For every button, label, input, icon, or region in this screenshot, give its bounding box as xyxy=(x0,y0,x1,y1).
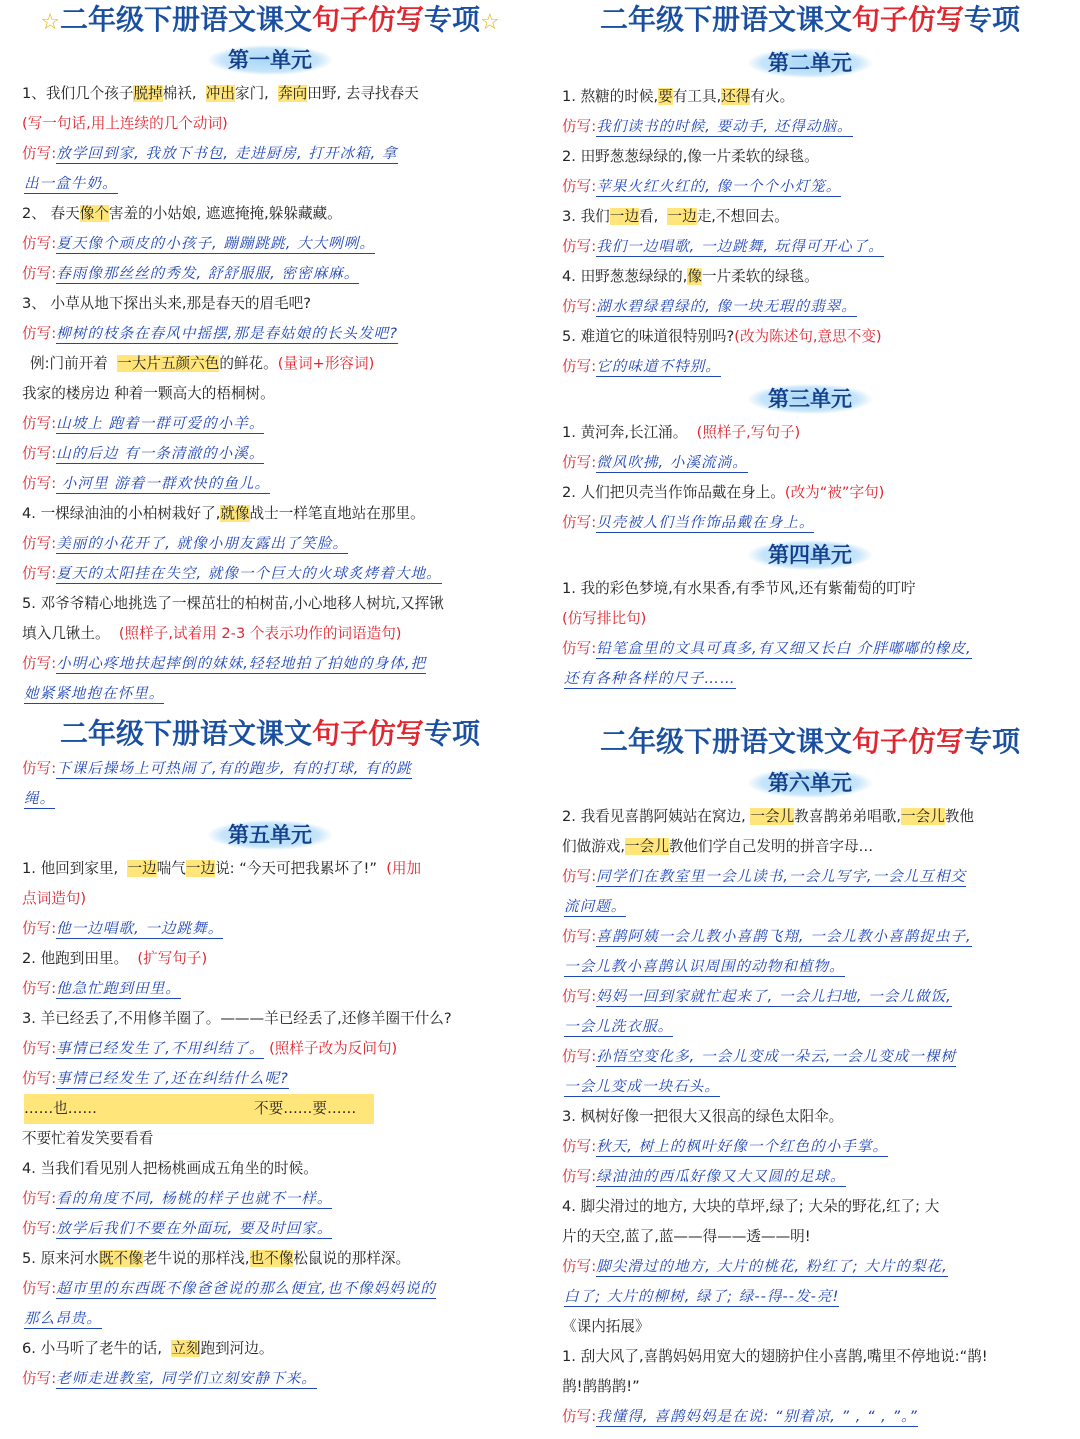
sentence: 2. 田野葱葱绿绿的,像一片柔软的绿毯。 xyxy=(562,148,819,165)
sentence: 填入几锹土。 (照样子,试着用 2-3 个表示功作的词语造句) xyxy=(22,625,402,642)
imitation-line: 仿写:脚尖滑过的地方, 大片的桃花, 粉红了; 大片的梨花, xyxy=(562,1258,948,1275)
sentence: 3. 我们一边看, 一边走,不想回去。 xyxy=(562,208,789,225)
sentence: 我家的楼房边 种着一颗高大的梧桐树。 xyxy=(22,385,275,402)
sentence: 们做游戏,一会儿教他们学自己发明的拼音字母… xyxy=(562,838,874,855)
instruction: 点词造句) xyxy=(22,890,87,907)
sentence: 4. 田野葱葱绿绿的,像一片柔软的绿毯。 xyxy=(562,268,819,285)
sentence: 1. 黄河奔,长江涌。 (照样子,写句子) xyxy=(562,424,801,441)
example-sentence: 例:门前开着 一大片五颜六色的鲜花。(量词+形容词) xyxy=(30,355,375,372)
sentence: 6. 小马听了老牛的话, 立刻跑到河边。 xyxy=(22,1340,274,1357)
imitation-line: 仿写:铅笔盒里的文具可真多,有又细又长白 介胖嘟嘟的橡皮, xyxy=(562,640,972,657)
sentence: 5. 原来河水既不像老牛说的那样浅,也不像松鼠说的那样深。 xyxy=(22,1250,411,1267)
sentence: 5. 邓爷爷精心地挑选了一棵茁壮的柏树苗,小心地移人树坑,又挥锹 xyxy=(22,595,444,612)
imitation-line: 仿写:他急忙跑到田里。 xyxy=(22,980,181,997)
imitation-line: 仿写:它的味道不特别。 xyxy=(562,358,721,375)
sentence: 2. 他跑到田里。 (扩写句子) xyxy=(22,950,208,967)
imitation-line: 仿写:我们一边唱歌, 一边跳舞, 玩得可开心了。 xyxy=(562,238,884,255)
sentence: 1. 我的彩色梦境,有水果香,有季节风,还有紫葡萄的叮咛 xyxy=(562,580,916,597)
section-unit-2-4 xyxy=(540,0,1080,712)
instruction: (仿写排比句) xyxy=(562,610,647,627)
sentence: 4. 脚尖滑过的地方, 大块的草坪,绿了; 大朵的野花,红了; 大 xyxy=(562,1198,940,1215)
section-unit-5 xyxy=(0,712,540,1439)
page-title: 二年级下册语文课文句子仿写专项 xyxy=(599,725,1021,758)
section-unit-1 xyxy=(0,0,540,712)
star-icon: ☆ xyxy=(480,10,500,35)
page-title: 二年级下册语文课文句子仿写专项 xyxy=(599,3,1021,36)
imitation-line: 仿写:春雨像那丝丝的秀发, 舒舒服服, 密密麻麻。 xyxy=(22,265,360,282)
sentence: 鹊!鹊鹊鹊!” xyxy=(562,1378,640,1395)
sentence: 3、 小草从地下探出头来,那是春天的眉毛吧? xyxy=(22,295,311,312)
sentence: 2、 春天像个害羞的小姑娘, 遮遮掩掩,躲躲藏藏。 xyxy=(22,205,342,222)
imitation-line: 一会儿洗衣服。 xyxy=(564,1018,674,1035)
imitation-line: 仿写:同学们在教室里一会儿读书,一会儿写字,一会儿互相交 xyxy=(562,868,967,885)
imitation-line: 仿写:苹果火红火红的, 像一个个小灯笼。 xyxy=(562,178,842,195)
imitation-line: 仿写:放学回到家, 我放下书包, 走进厨房, 打开冰箱, 拿 xyxy=(22,145,398,162)
imitation-line: 仿写:喜鹊阿姨一会儿教小喜鹊飞翔, 一会儿教小喜鹊捉虫子, xyxy=(562,928,972,945)
imitation-line: 仿写:我懂得, 喜鹊妈妈是在说: “别着凉, ” , “ , ”。” xyxy=(562,1408,918,1425)
unit-heading: 第六单元 xyxy=(748,768,872,798)
imitation-line: 一会儿教小喜鹊认识周围的动物和植物。 xyxy=(564,958,845,975)
imitation-line: 仿写:贝壳被人们当作饰品戴在身上。 xyxy=(562,514,815,531)
imitation-line: 仿写:山坡上 跑着一群可爱的小羊。 xyxy=(22,415,265,432)
sentence: 不要忙着发笑要看看 xyxy=(22,1130,154,1147)
imitation-line: 仿写:他一边唱歌, 一边跳舞。 xyxy=(22,920,224,937)
imitation-line: 一会儿变成一块石头。 xyxy=(564,1078,720,1095)
imitation-line: 仿写:妈妈一回到家就忙起来了, 一会儿扫地, 一会儿做饭, xyxy=(562,988,952,1005)
imitation-line: 仿写:山的后边 有一条清澈的小溪。 xyxy=(22,445,265,462)
imitation-line: 仿写:看的角度不同, 杨桃的样子也就不一样。 xyxy=(22,1190,333,1207)
imitation-line: 仿写:柳树的枝条在春风中摇摆,那是春姑娘的长头发吧? xyxy=(22,325,398,342)
imitation-line: 仿写:美丽的小花开了, 就像小朋友露出了笑脸。 xyxy=(22,535,349,552)
unit-heading: 第二单元 xyxy=(748,48,872,78)
imitation-line: 出一盒牛奶。 xyxy=(24,175,118,192)
imitation-line: 仿写:夏天的太阳挂在失空, 就像一个巨大的火球炙烤着大地。 xyxy=(22,565,442,582)
imitation-line: 仿写:微风吹拂, 小溪流淌。 xyxy=(562,454,748,471)
page-title: 二年级下册语文课文句子仿写专项 xyxy=(59,717,481,750)
imitation-line: 仿写:放学后我们不要在外面玩, 要及时回家。 xyxy=(22,1220,333,1237)
sentence: 4. 一棵绿油油的小柏树栽好了,就像战士一样笔直地站在那里。 xyxy=(22,505,425,522)
imitation-line: 仿写:绿油油的西瓜好像又大又圆的足球。 xyxy=(562,1168,846,1185)
unit-heading: 第一单元 xyxy=(208,45,332,75)
imitation-line: 仿写:孙悟空变化多, 一会儿变成一朵云,一会儿变成一棵树 xyxy=(562,1048,957,1065)
sentence: 1. 他回到家里, 一边喘气一边说: “今天可把我累坏了!” (用加 xyxy=(22,860,422,877)
imitation-line: 仿写:事情已经发生了,还在纠结什么呢? xyxy=(22,1070,289,1087)
imitation-line: 白了; 大片的柳树, 绿了; 绿--得--发-亮! xyxy=(564,1288,840,1305)
imitation-line: 仿写:下课后操场上可热闹了,有的跑步, 有的打球, 有的跳 xyxy=(22,760,412,777)
sentence: 3. 枫树好像一把很大又很高的绿色太阳伞。 xyxy=(562,1108,844,1125)
star-icon: ☆ xyxy=(40,10,60,35)
sentence: 片的天空,蓝了,蓝——得——透——明! xyxy=(562,1228,811,1245)
imitation-line: 还有各种各样的尺子…… xyxy=(564,670,736,687)
instruction: (写一句话,用上连续的几个动词) xyxy=(22,115,228,132)
sentence: 1. 熬糖的时候,要有工具,还得有火。 xyxy=(562,88,795,105)
unit-heading: 第五单元 xyxy=(208,820,332,850)
section-heading: 《课内拓展》 xyxy=(562,1318,650,1335)
imitation-line: 那么昂贵。 xyxy=(24,1310,102,1327)
imitation-line: 仿写:秋天, 树上的枫叶好像一个红色的小手掌。 xyxy=(562,1138,889,1155)
sentence: 1、我们几个孩子脱掉棉袄, 冲出家门, 奔向田野, 去寻找春天 xyxy=(22,85,419,102)
unit-heading: 第四单元 xyxy=(748,540,872,570)
section-unit-6 xyxy=(540,712,1080,1439)
imitation-line: 仿写:小明心疼地扶起摔倒的妹妹,轻轻地拍了拍她的身体,把 xyxy=(22,655,427,672)
sentence: 1. 刮大风了,喜鹊妈妈用宽大的翅膀护住小喜鹊,嘴里不停地说:“鹊! xyxy=(562,1348,988,1365)
imitation-line: 流问题。 xyxy=(564,898,627,915)
imitation-line: 仿写:老师走进教室, 同学们立刻安静下来。 xyxy=(22,1370,317,1387)
unit-heading: 第三单元 xyxy=(748,384,872,414)
pattern-bar: ……也…… 不要……要…… xyxy=(0,1094,540,1124)
imitation-line: 仿写:湖水碧绿碧绿的, 像一块无瑕的翡翠。 xyxy=(562,298,857,315)
imitation-line: 仿写:夏天像个顽皮的小孩子, 蹦蹦跳跳, 大大咧咧。 xyxy=(22,235,375,252)
sentence: 4. 当我们看见别人把杨桃画成五角坐的时候。 xyxy=(22,1160,318,1177)
imitation-line: 绳。 xyxy=(24,790,56,807)
sentence: 2. 我看见喜鹊阿姨站在窝边, 一会儿教喜鹊弟弟唱歌,一会儿教他 xyxy=(562,808,974,825)
imitation-line: 她紧紧地抱在怀里。 xyxy=(24,685,165,702)
imitation-line: 仿写: 小河里 游着一群欢快的鱼儿。 xyxy=(22,475,271,492)
sentence: 3. 羊已经丢了,不用修羊圈了。———羊已经丢了,还修羊圈干什么? xyxy=(22,1010,452,1027)
imitation-line: 仿写:事情已经发生了,不用纠结了。 (照样子改为反问句) xyxy=(22,1040,398,1057)
imitation-line: 仿写:超市里的东西既不像爸爸说的那么便宜,也不像妈妈说的 xyxy=(22,1280,437,1297)
sentence: 5. 难道它的味道很特别吗?(改为陈述句,意思不变) xyxy=(562,328,882,345)
imitation-line: 仿写:我们读书的时候, 要动手, 还得动脑。 xyxy=(562,118,853,135)
sentence: 2. 人们把贝壳当作饰品戴在身上。(改为“被”字句) xyxy=(562,484,885,501)
page-title: ☆二年级下册语文课文句子仿写专项☆ xyxy=(40,3,500,36)
